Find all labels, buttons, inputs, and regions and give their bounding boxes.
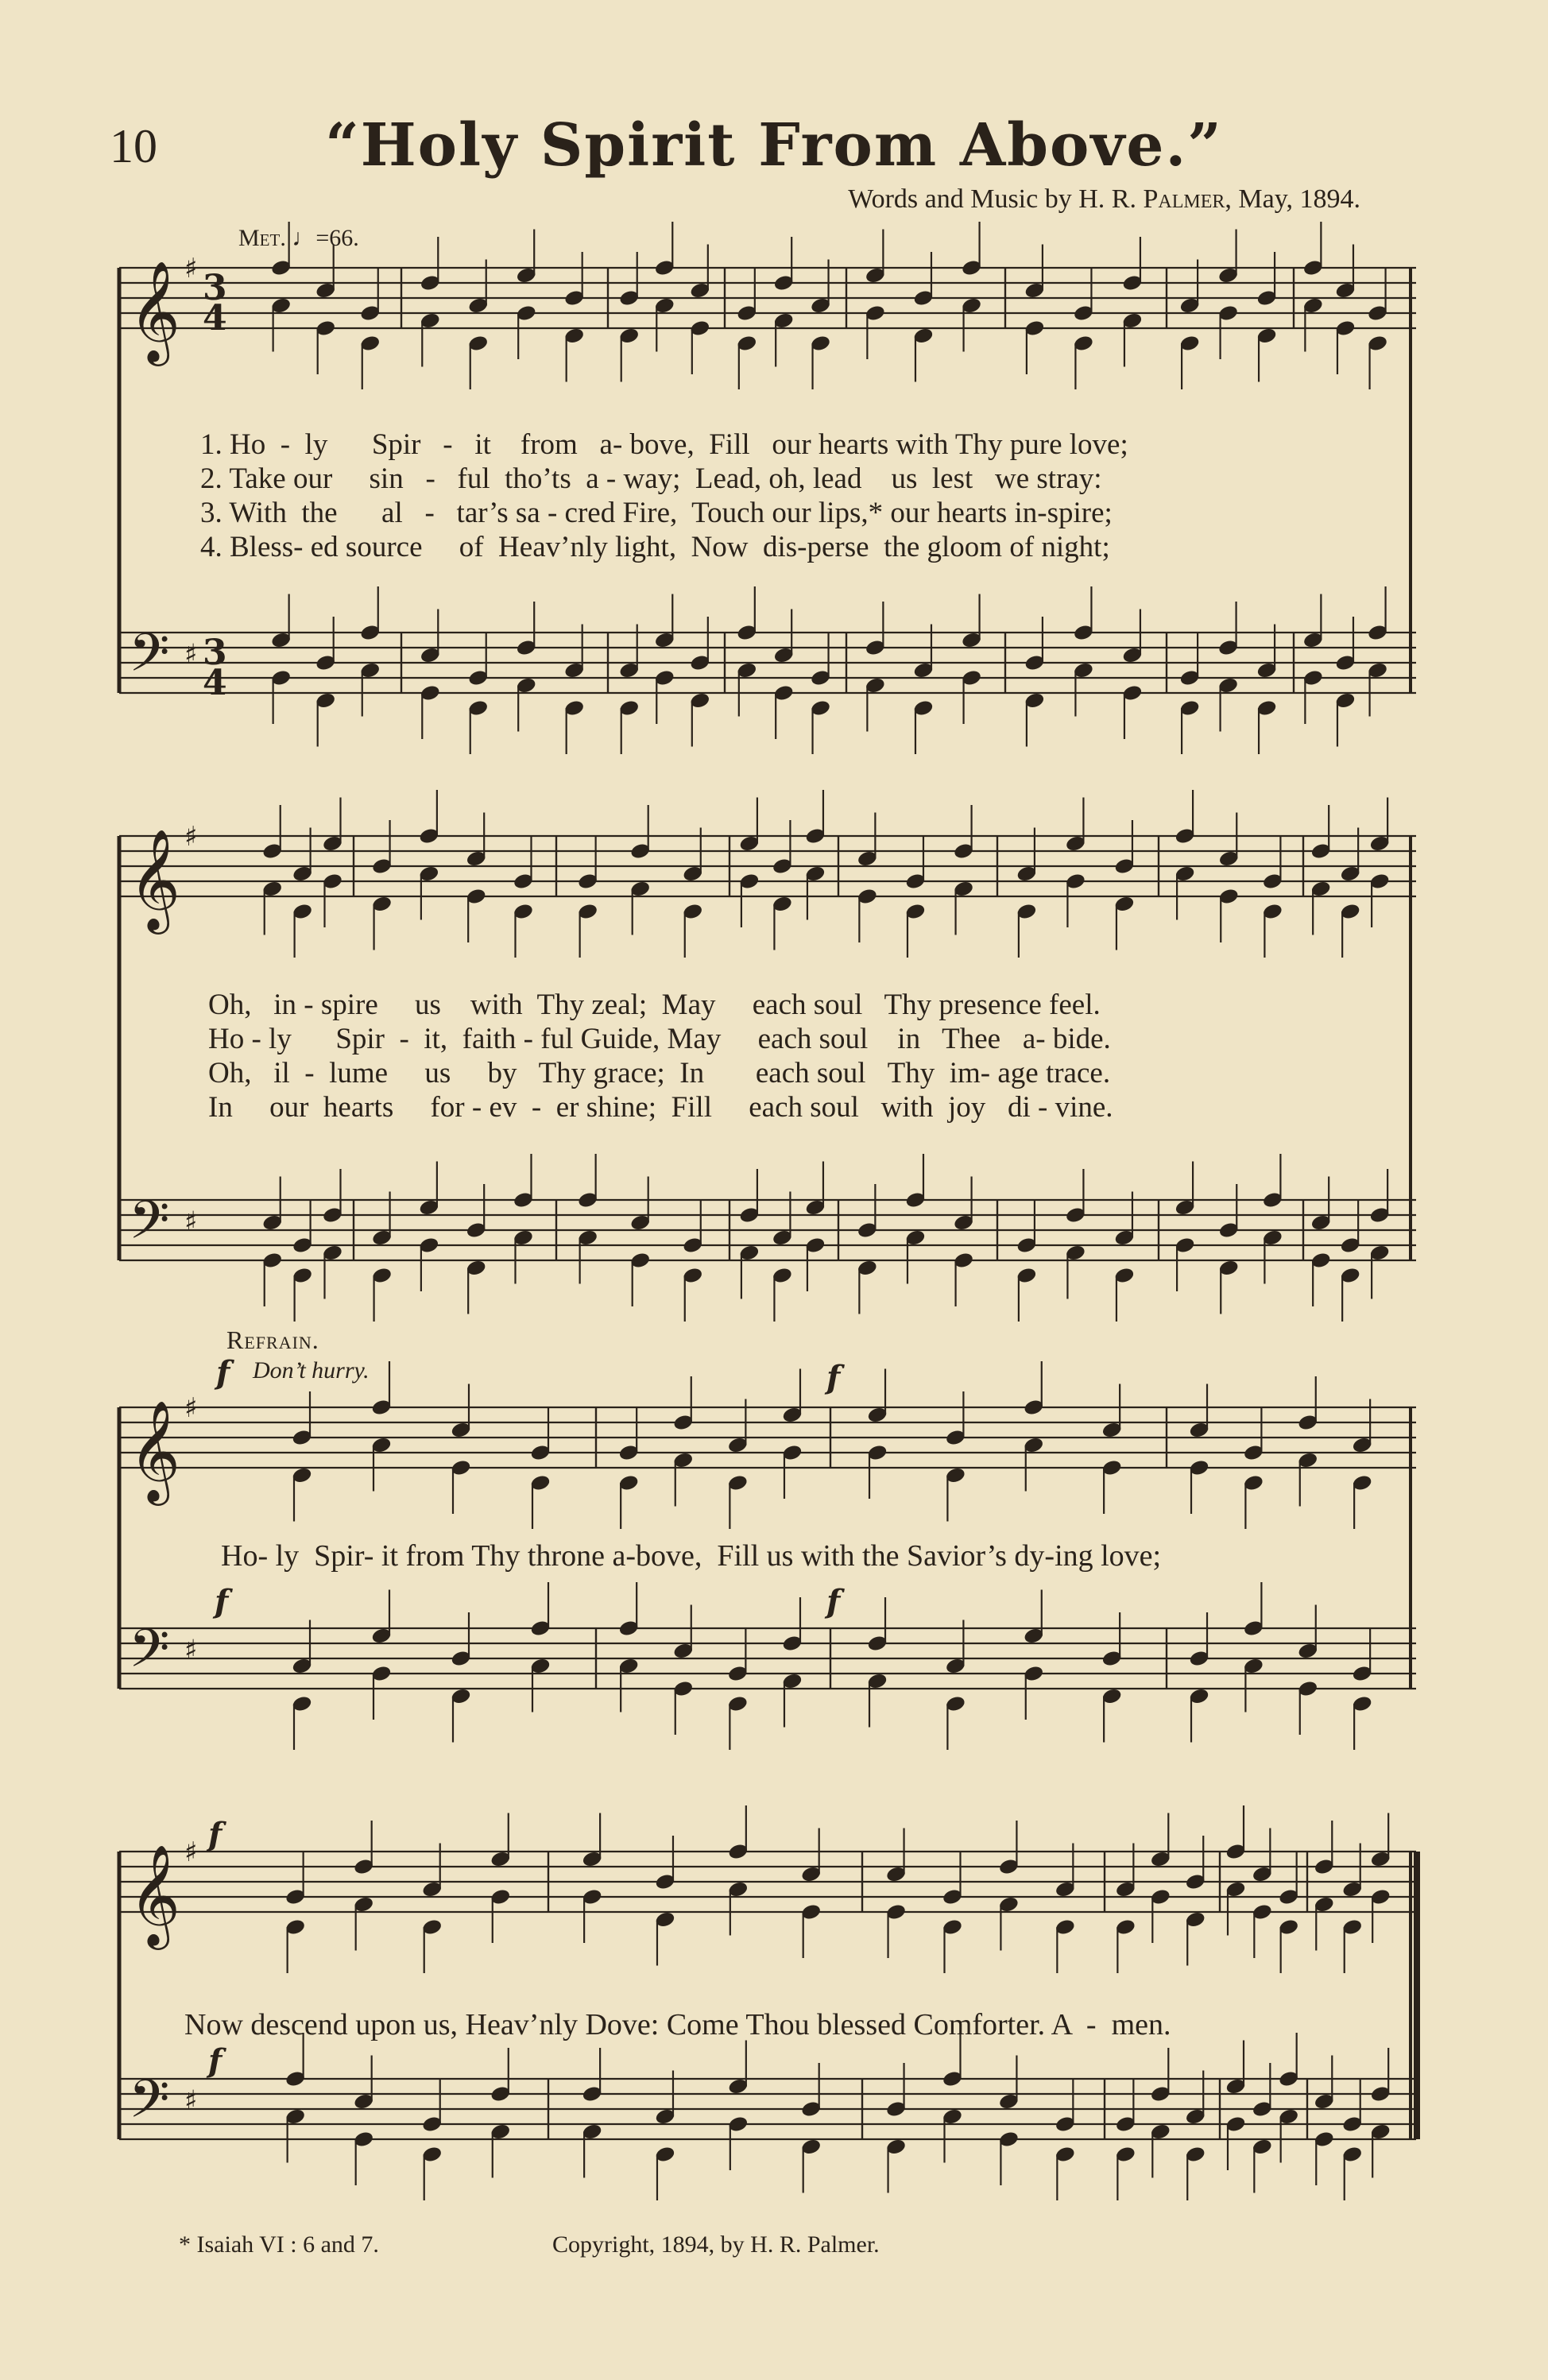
key-signature-sharp: ♯ bbox=[184, 821, 198, 853]
stanza-line-4a: 4. Bless- ed source of Heav’nly light, Now dis-perse the gloom of night; bbox=[200, 531, 1110, 563]
metronome-marking: Met. ♩=66. bbox=[238, 225, 359, 251]
treble-clef: 𝄞 bbox=[129, 1844, 181, 1945]
treble-clef: 𝄞 bbox=[129, 260, 181, 362]
key-signature-sharp: ♯ bbox=[184, 1392, 198, 1424]
time-signature-bottom: 4 bbox=[203, 298, 227, 339]
refrain-lyric-2: Now descend upon us, Heav’nly Dove: Come Thou blessed Comforter. A - men. bbox=[184, 2008, 1171, 2041]
dynamic-forte: f bbox=[826, 1359, 841, 1396]
stanza-line-2a: 2. Take our sin - ful tho’ts a - way; Lead, oh, lead us lest we stray: bbox=[200, 462, 1102, 495]
bass-clef: 𝄢 bbox=[129, 622, 170, 696]
dynamic-forte: f bbox=[208, 2042, 223, 2080]
bass-clef: 𝄢 bbox=[129, 1190, 170, 1264]
refrain-lyric-1: Ho- ly Spir- it from Thy throne a-bove, Fill us with the Savior’s dy-ing love; bbox=[221, 1539, 1162, 1573]
bass-clef: 𝄢 bbox=[129, 2068, 170, 2142]
key-signature-sharp: ♯ bbox=[184, 1634, 198, 1666]
credit-prefix: Words and Music by H. R. bbox=[848, 184, 1144, 214]
stanza-line-1b: Oh, in - spire us with Thy zeal; May each soul Thy presence feel. bbox=[208, 989, 1101, 1021]
key-signature-sharp: ♯ bbox=[184, 1836, 198, 1868]
dynamic-forte: f bbox=[216, 1354, 230, 1391]
key-signature-sharp: ♯ bbox=[184, 638, 198, 671]
stanza-line-3b: Oh, il - lume us by Thy grace; In each soul Thy im- age trace. bbox=[208, 1057, 1111, 1089]
time-signature-top: 3 bbox=[203, 268, 227, 308]
dynamic-forte: f bbox=[215, 1583, 229, 1620]
time-signature-bottom: 4 bbox=[203, 663, 227, 703]
key-signature-sharp: ♯ bbox=[184, 253, 198, 284]
page-number: 10 bbox=[110, 120, 157, 172]
stanza-line-4b: In our hearts for - ev - er shine; Fill each soul with joy di - vine. bbox=[208, 1091, 1113, 1124]
treble-clef: 𝄞 bbox=[129, 828, 181, 930]
refrain-label: Refrain. bbox=[226, 1325, 319, 1354]
dynamic-forte: f bbox=[826, 1583, 841, 1620]
stanza-line-3a: 3. With the al - tar’s sa - cred Fire, Touch our lips,* our hearts in-spire; bbox=[200, 497, 1113, 529]
footnote: * Isaiah VI : 6 and 7. bbox=[179, 2231, 379, 2258]
stanza-line-2b: Ho - ly Spir - it, faith - ful Guide, May each soul in Thee a- bide. bbox=[208, 1023, 1111, 1055]
key-signature-sharp: ♯ bbox=[184, 2084, 198, 2117]
tempo-marking: Don’t hurry. bbox=[253, 1357, 370, 1383]
bass-clef: 𝄢 bbox=[129, 1618, 170, 1692]
hymn-title: “Holy Spirit From Above.” bbox=[325, 111, 1223, 180]
copyright: Copyright, 1894, by H. R. Palmer. bbox=[552, 2231, 880, 2258]
stanza-line-1a: 1. Ho - ly Spir - it from a- bove, Fill our hearts with Thy pure love; bbox=[200, 428, 1128, 461]
credit-suffix: , May, 1894. bbox=[1225, 184, 1360, 214]
credit-author: Palmer bbox=[1143, 184, 1225, 214]
key-signature-sharp: ♯ bbox=[184, 1205, 198, 1238]
dynamic-forte: f bbox=[208, 1816, 223, 1853]
time-signature-top: 3 bbox=[203, 633, 227, 673]
treble-clef: 𝄞 bbox=[129, 1399, 181, 1501]
